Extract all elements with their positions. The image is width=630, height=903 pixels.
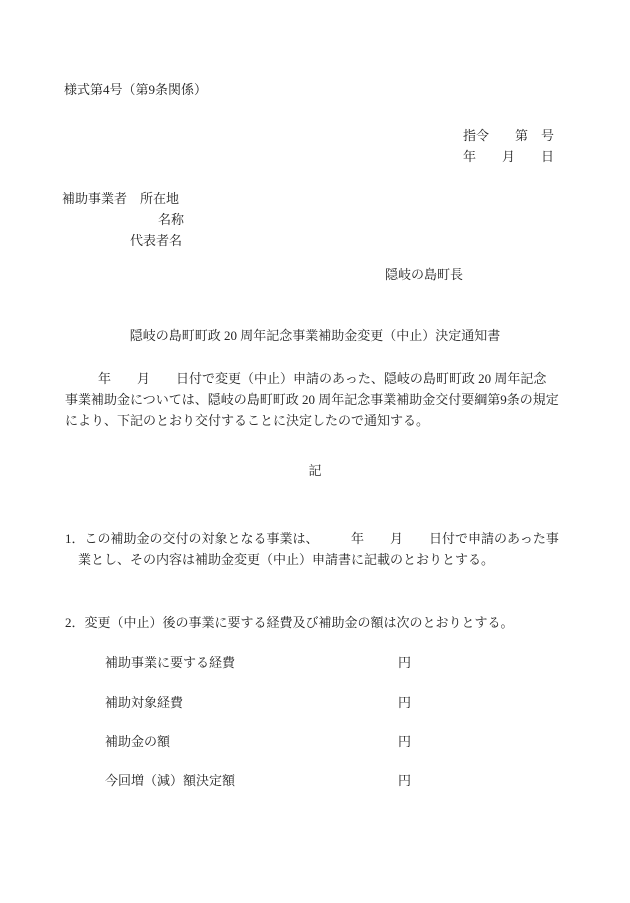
- body-paragraph-line-2: 事業補助金については、隠岐の島町町政 20 周年記念事業補助金交付要綱第9条の規定: [65, 392, 559, 407]
- document-title: 隠岐の島町町政 20 周年記念事業補助金変更（中止）決定通知書: [129, 328, 501, 343]
- cost-row-unit-yen: 円: [398, 773, 412, 788]
- form-number: 様式第4号（第9条関係）: [64, 82, 208, 97]
- addressee-name-label: 名称: [158, 212, 185, 227]
- addressee-business-operator-address: 補助事業者 所在地: [62, 191, 180, 206]
- cost-row-unit-yen: 円: [398, 734, 412, 749]
- directive-number-line: 指令 第 号: [463, 128, 555, 143]
- cost-row-label: 補助事業に要する経費: [105, 655, 236, 670]
- cost-row-label: 補助対象経費: [105, 695, 184, 710]
- cost-row-label: 今回増（減）額決定額: [105, 773, 236, 788]
- item-1-line-1: 1．この補助金の交付の対象となる事業は、 年 月 日付で申請のあった事: [65, 531, 559, 546]
- date-line: 年 月 日: [463, 149, 555, 164]
- item-2-line-1: 2．変更（中止）後の事業に要する経費及び補助金の額は次のとおりとする。: [65, 615, 514, 630]
- cost-row-project-expenses: [0, 652, 630, 670]
- body-paragraph-line-3: により、下記のとおり交付することに決定したので通知する。: [65, 413, 430, 428]
- item-1-line-2: 業とし、その内容は補助金変更（中止）申請書に記載のとおりとする。: [78, 552, 495, 567]
- issuer-mayor-name: 隠岐の島町長: [385, 267, 464, 282]
- cost-row-label: 補助金の額: [105, 734, 171, 749]
- cost-row-increase-decrease-decision: [0, 770, 630, 788]
- record-marker: 記: [308, 463, 322, 478]
- addressee-representative-label: 代表者名: [130, 233, 183, 248]
- cost-row-unit-yen: 円: [398, 655, 412, 670]
- body-paragraph-line-1: 年 月 日付で変更（中止）申請のあった、隠岐の島町町政 20 周年記念: [98, 371, 547, 386]
- cost-row-eligible-expenses: [0, 692, 630, 710]
- cost-row-unit-yen: 円: [398, 695, 412, 710]
- cost-row-subsidy-amount: [0, 731, 630, 749]
